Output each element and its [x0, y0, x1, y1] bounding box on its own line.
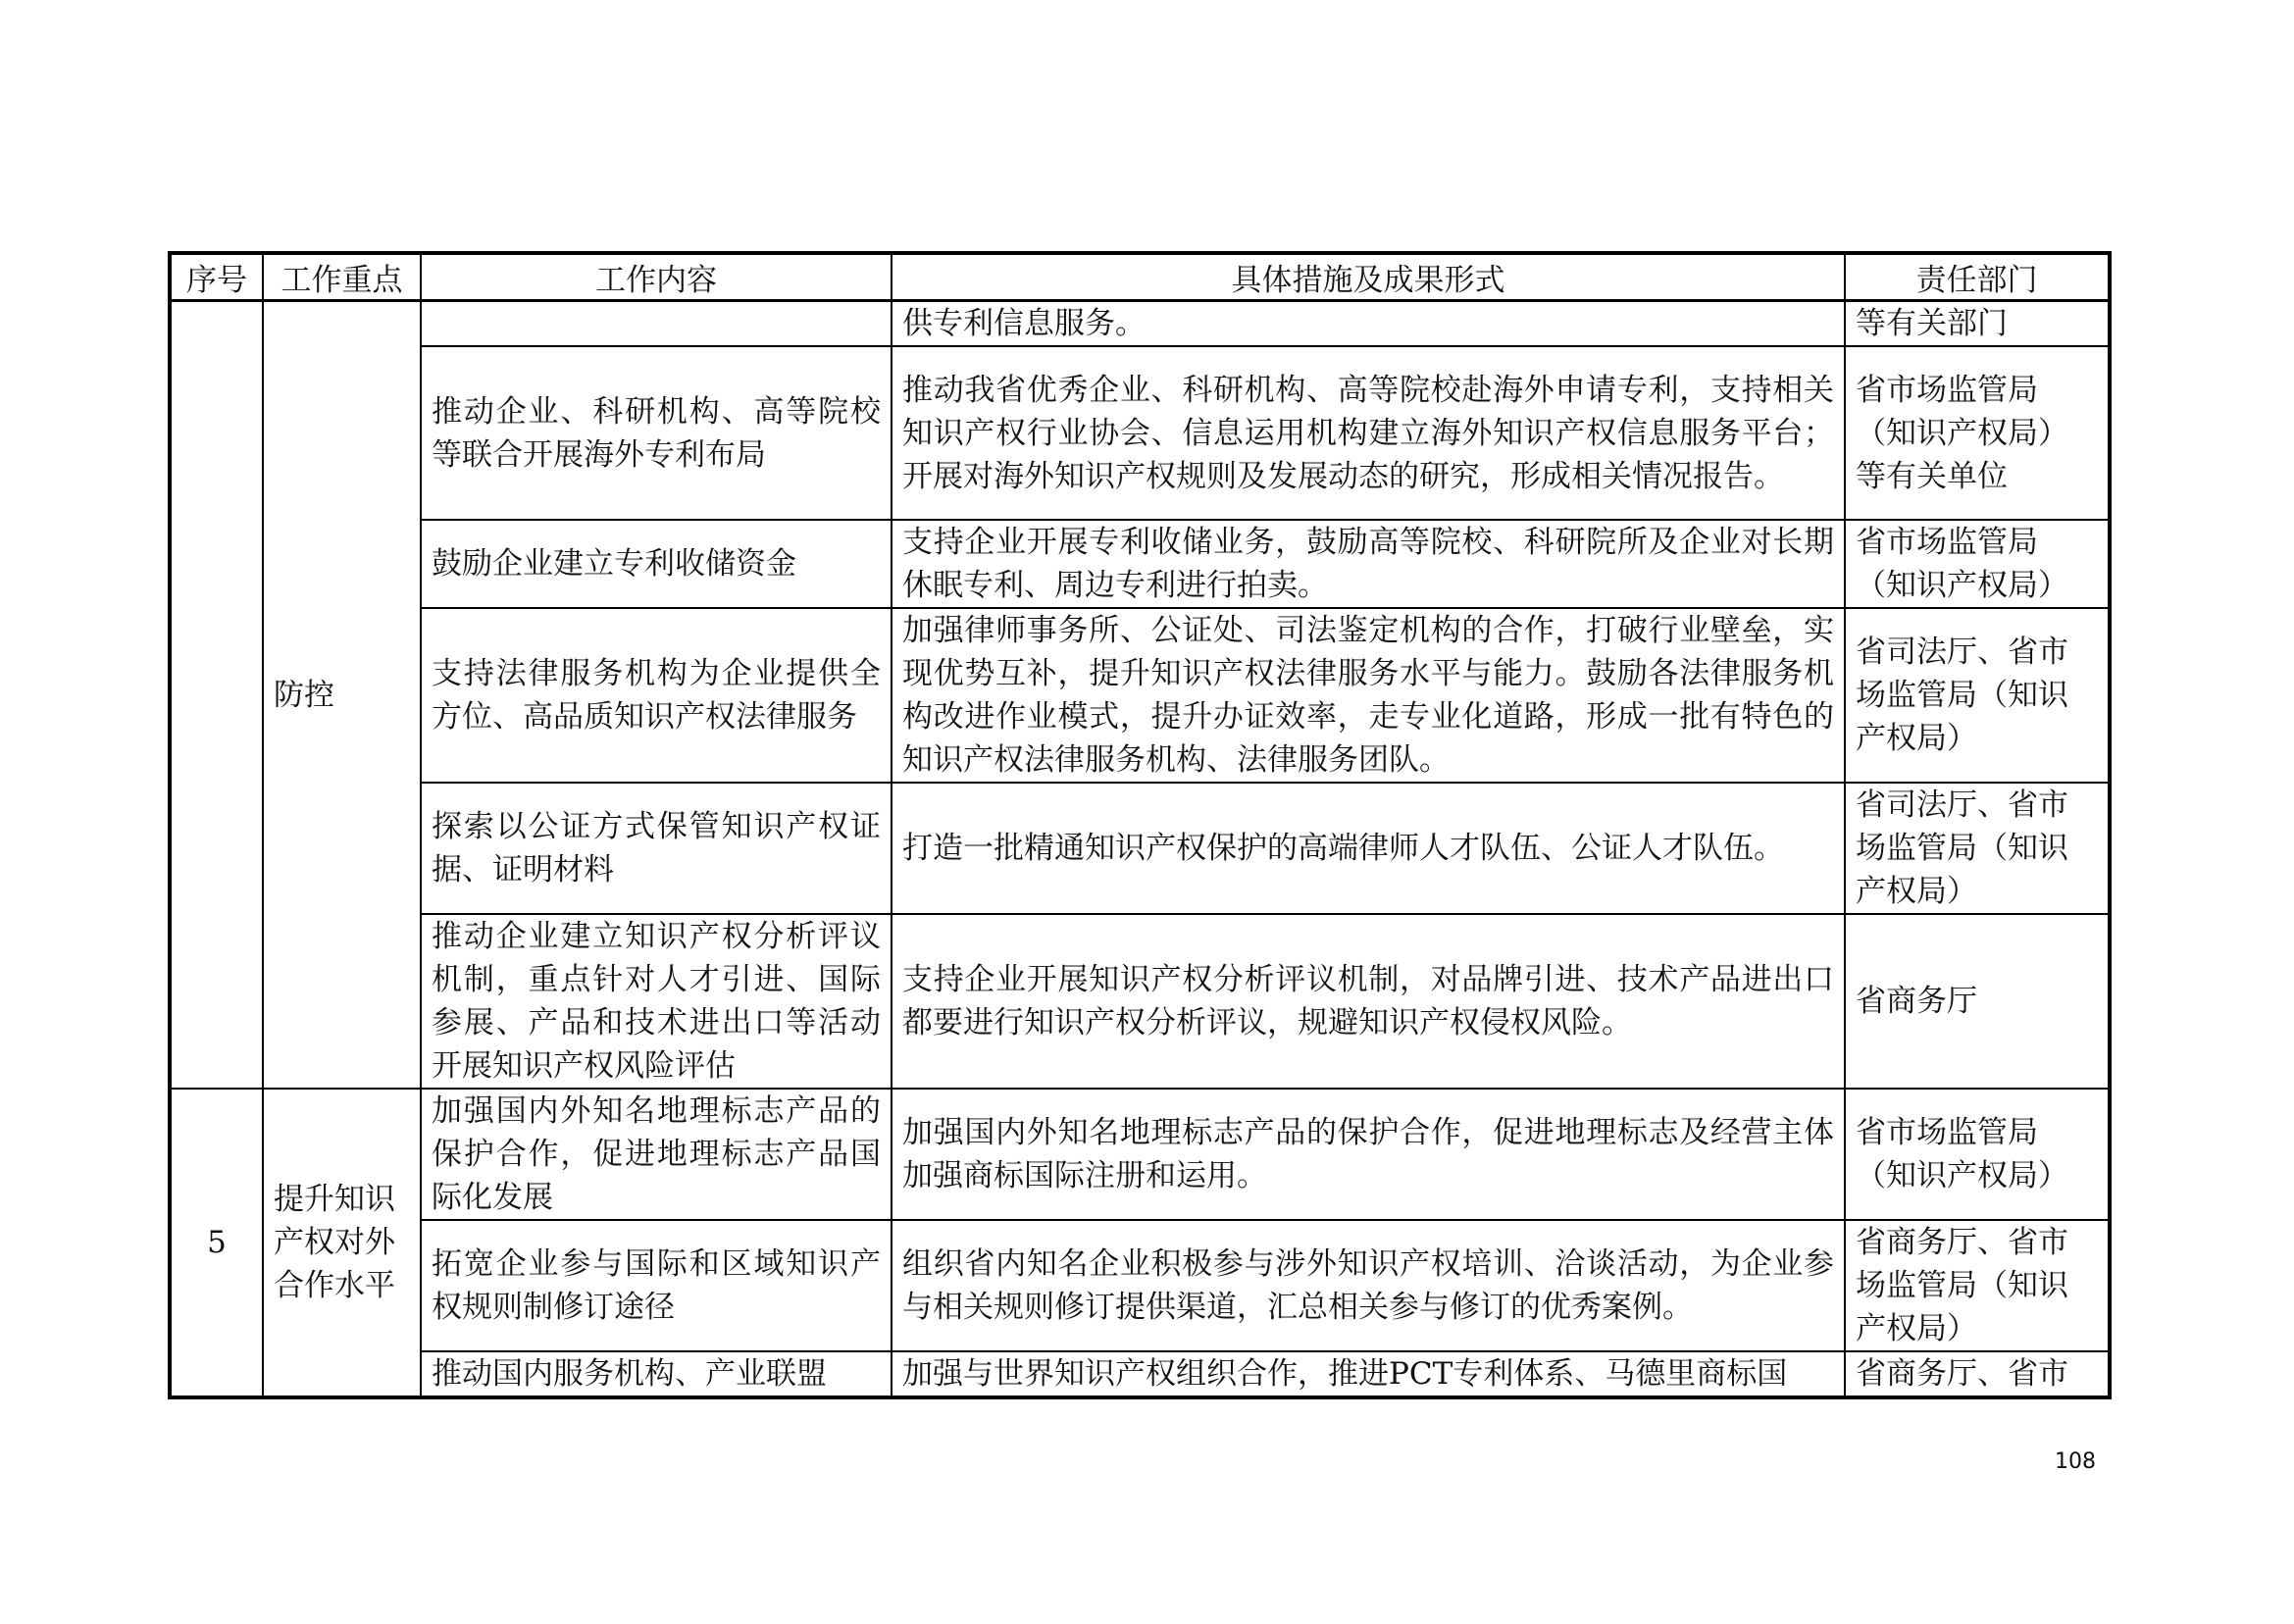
- serial-cell: 5: [170, 1089, 263, 1397]
- header-row: [170, 253, 2110, 301]
- content-cell: 拓宽企业参与国际和区域知识产权规则制修订途径: [421, 1220, 892, 1351]
- focus-cell: 防控: [263, 301, 421, 1090]
- department-cell: 省商务厅: [1845, 914, 2110, 1089]
- measures-cell: 支持企业开展知识产权分析评议机制，对品牌引进、技术产品进出口都要进行知识产权分析评议，规避知识产权侵权风险。: [892, 914, 1845, 1089]
- content-cell: 探索以公证方式保管知识产权证据、证明材料: [421, 783, 892, 914]
- measures-cell: 加强与世界知识产权组织合作，推进PCT专利体系、马德里商标国: [892, 1351, 1845, 1397]
- work-plan-table: [168, 251, 2112, 1399]
- measures-cell: 推动我省优秀企业、科研机构、高等院校赴海外申请专利，支持相关知识产权行业协会、信息运用机构建立海外知识产权信息服务平台；开展对海外知识产权规则及发展动态的研究，形成相关情况报告。: [892, 346, 1845, 520]
- header-serial: 序号: [170, 253, 263, 301]
- measures-cell: 组织省内知名企业积极参与涉外知识产权培训、洽谈活动，为企业参与相关规则修订提供渠道，汇总相关参与修订的优秀案例。: [892, 1220, 1845, 1351]
- department-cell: 等有关部门: [1845, 301, 2110, 347]
- table-row: [170, 608, 2110, 783]
- focus-cell: 提升知识产权对外合作水平: [263, 1089, 421, 1397]
- table-row: [170, 1089, 2110, 1220]
- department-cell: 省市场监管局（知识产权局）: [1845, 1089, 2110, 1220]
- page-number: 108: [2055, 1449, 2096, 1474]
- content-cell: 支持法律服务机构为企业提供全方位、高品质知识产权法律服务: [421, 608, 892, 783]
- measures-cell: 打造一批精通知识产权保护的高端律师人才队伍、公证人才队伍。: [892, 783, 1845, 914]
- header-focus: 工作重点: [263, 253, 421, 301]
- content-cell: 推动企业、科研机构、高等院校等联合开展海外专利布局: [421, 346, 892, 520]
- table-row: [170, 301, 2110, 347]
- department-cell: 省商务厅、省市: [1845, 1351, 2110, 1397]
- measures-cell: 支持企业开展专利收储业务，鼓励高等院校、科研院所及企业对长期休眠专利、周边专利进行拍卖。: [892, 520, 1845, 608]
- content-cell: 推动企业建立知识产权分析评议机制，重点针对人才引进、国际参展、产品和技术进出口等活动开展知识产权风险评估: [421, 914, 892, 1089]
- department-cell: 省司法厅、省市场监管局（知识产权局）: [1845, 608, 2110, 783]
- table-row: [170, 783, 2110, 914]
- department-cell: 省市场监管局（知识产权局）等有关单位: [1845, 346, 2110, 520]
- table-row: [170, 520, 2110, 608]
- header-content: 工作内容: [421, 253, 892, 301]
- serial-cell: [170, 301, 263, 1090]
- table-row: [170, 346, 2110, 520]
- department-cell: 省商务厅、省市场监管局（知识产权局）: [1845, 1220, 2110, 1351]
- measures-cell: 加强国内外知名地理标志产品的保护合作，促进地理标志及经营主体加强商标国际注册和运用。: [892, 1089, 1845, 1220]
- header-measures: 具体措施及成果形式: [892, 253, 1845, 301]
- department-cell: 省市场监管局（知识产权局）: [1845, 520, 2110, 608]
- measures-cell: 加强律师事务所、公证处、司法鉴定机构的合作，打破行业壁垒，实现优势互补，提升知识产权法律服务水平与能力。鼓励各法律服务机构改进作业模式，提升办证效率，走专业化道路，形成一批有特色的知识产权法律服务机构、法律服务团队。: [892, 608, 1845, 783]
- table-row: [170, 1220, 2110, 1351]
- measures-cell: 供专利信息服务。: [892, 301, 1845, 347]
- content-cell: [421, 301, 892, 347]
- header-department: 责任部门: [1845, 253, 2110, 301]
- table-row: [170, 1351, 2110, 1397]
- content-cell: 鼓励企业建立专利收储资金: [421, 520, 892, 608]
- department-cell: 省司法厅、省市场监管局（知识产权局）: [1845, 783, 2110, 914]
- table-row: [170, 914, 2110, 1089]
- content-cell: 加强国内外知名地理标志产品的保护合作，促进地理标志产品国际化发展: [421, 1089, 892, 1220]
- content-cell: 推动国内服务机构、产业联盟: [421, 1351, 892, 1397]
